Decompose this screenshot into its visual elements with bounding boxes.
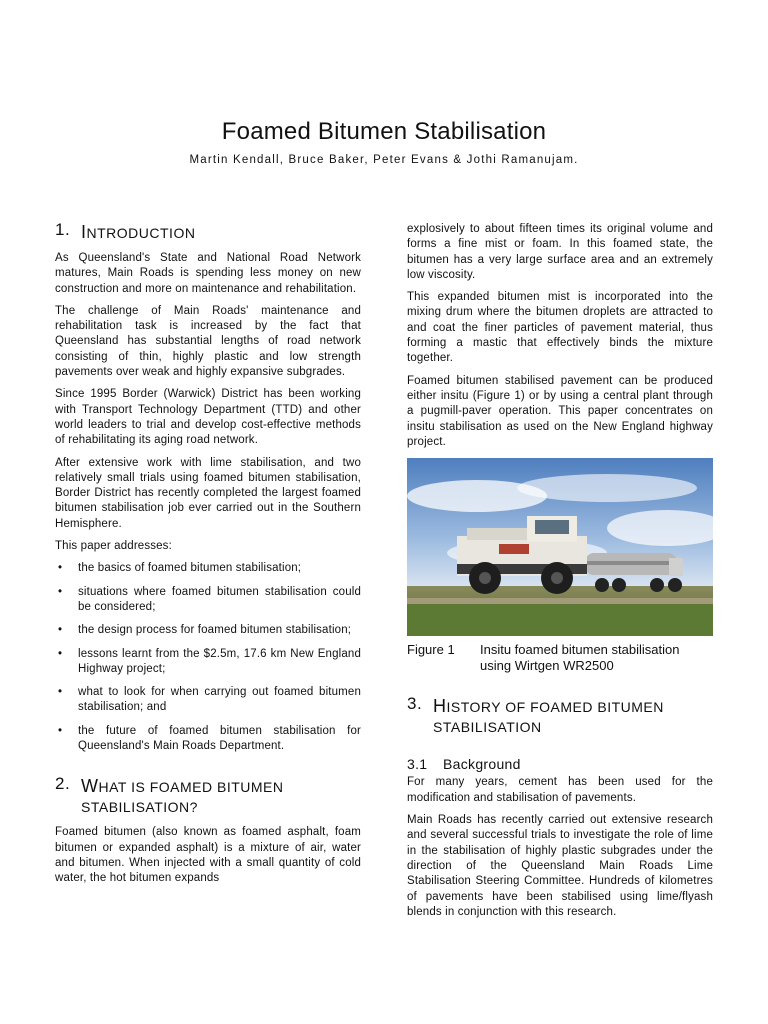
section-1-paragraph: As Queensland's State and National Road Network matures, Main Roads is spending less money on new construction and more on maintenance and rehabilitation. [55,252,361,295]
list-item: • the future of foamed bitumen stabilisation for Queensland's Main Roads Department. [58,724,361,753]
paper-authors: Martin Kendall, Bruce Baker, Peter Evans & Jothi Ramanujam. [189,154,579,166]
addresses-list [55,561,361,754]
right-column [407,222,713,927]
section-2-paragraph: Foamed bitumen stabilised pavement can be produced either insitu (Figure 1) or by using a central plant through a pugmill-paver operation. This paper concentrates on insitu stabilisation as used on the New England highway project. [407,374,713,448]
section-3-heading-text: ISTORY OF FOAMED BITUMEN STABILISATION [433,699,664,736]
bullet-icon: • [58,724,63,737]
section-1-paragraph: After extensive work with lime stabilisation, and two relatively small trials using foamed bitumen stabilisation, Border District has recently completed the largest foamed bitumen stabilisation job ever carried out in the Southern Hemisphere. [55,456,361,530]
section-1-heading [55,222,361,243]
figure-1-caption [407,642,713,674]
bullet-icon: • [58,585,63,598]
subsection-3-1-title: Background [443,756,521,773]
section-1-number: 1. [55,220,71,239]
section-1-paragraph: This paper addresses: [55,540,172,553]
section-2-paragraph: Foamed bitumen (also known as foamed asphalt, foam bitumen or expanded asphalt) is a mixture of air, water and bitumen. When injected with a small quantity of cold water, the hot bitumen expands [55,826,361,885]
section-3-heading-initial: H [433,696,447,717]
bullet-icon: • [58,562,63,575]
figure-1-caption-text: Insitu foamed bitumen stabilisation using Wirtgen WR2500 [480,642,680,674]
figure-1-label: Figure 1 [407,642,455,658]
section-1-paragraph: Since 1995 Border (Warwick) District has been working with Transport Technology Department (TTD) and other world leaders to trial and develop cost-effective methods of rehabilitating its aging road network. [55,388,361,447]
bullet-icon: • [58,624,63,637]
figure-1-photo [407,458,713,636]
list-item: • the design process for foamed bitumen stabilisation; [55,623,361,638]
paper-title: Foamed Bitumen Stabilisation [221,118,547,145]
section-1-paragraph: The challenge of Main Roads' maintenance and rehabilitation task is increased by the fact that Queensland has substantial lengths of road network consisting of thin, highly plastic and low strength pavements over weak and highly expansive subgrades. [55,304,361,379]
section-3-paragraph: For many years, cement has been used for the modification and stabilisation of pavements. [407,776,713,804]
section-2-paragraph: explosively to about fifteen times its original volume and forms a fine mist or foam. In this foamed state, the bitumen has a very large surface area and an extremely low viscosity. [407,223,713,281]
bullet-icon: • [58,686,63,699]
section-3-paragraph: Main Roads has recently carried out extensive research and several successful trials to investigate the role of lime in the stabilisation of highly plastic subgrades under the direction of the Queensland Main Roads Lime Stabilisation Steering Committee. Hundreds of kilometres of pavements have been stabilised using lime/flyash blends in conjunction with this research. [407,814,713,918]
section-3-number: 3. [407,694,423,714]
section-3-heading [407,696,713,737]
subsection-3-1-number: 3.1 [407,756,428,773]
section-2-paragraph: This expanded bitumen mist is incorporated into the mixing drum where the bitumen droplets are attracted to and coat the finer particles of pavement material, thus forming a mastic that effectively binds the mixture together. [407,291,713,365]
section-1-heading-initial: I [81,222,87,242]
list-item: • the basics of foamed bitumen stabilisation; [55,561,361,576]
list-item: • situations where foamed bitumen stabilisation could be considered; [58,585,361,613]
section-1-heading-text: NTRODUCTION [86,225,196,241]
left-column [55,222,361,894]
section-2-number: 2. [55,774,71,794]
list-item: • what to look for when carrying out foamed bitumen stabilisation; and [58,686,361,714]
subsection-3-1-heading [407,757,713,772]
list-item: • lessons learnt from the $2.5m, 17.6 km New England Highway project; [58,647,361,675]
section-2-heading-text: HAT IS FOAMED BITUMEN STABILISATION? [81,779,284,816]
section-2-heading [55,776,361,817]
section-2-heading-initial: W [81,776,99,797]
bullet-icon: • [58,647,63,660]
